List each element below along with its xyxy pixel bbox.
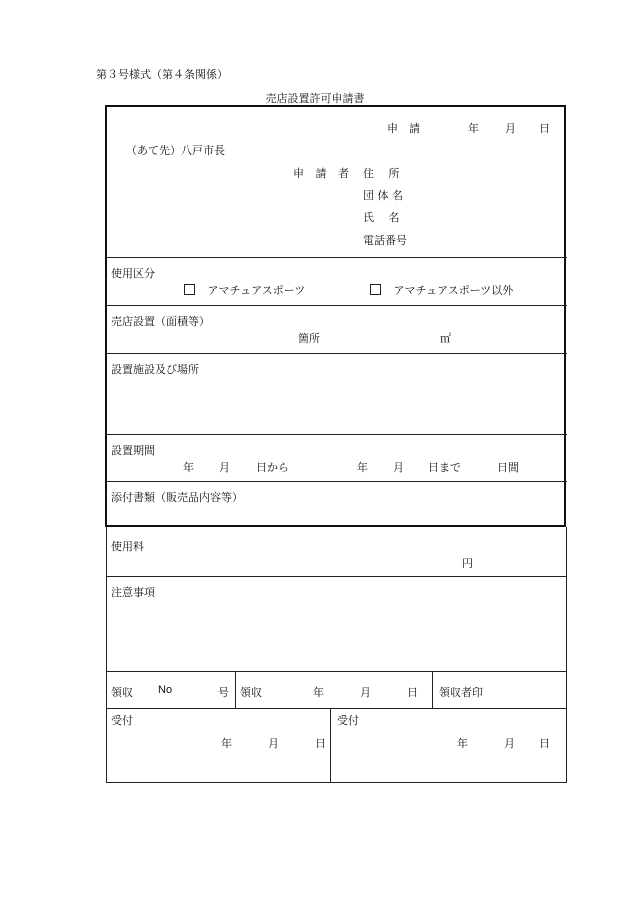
column-divider [330,708,331,783]
shop-installation-label: 売店設置（面積等） [111,315,210,328]
period-start-month[interactable]: 月 [219,461,230,474]
application-day-field[interactable]: 日 [539,122,550,135]
usage-option-amateur-label: アマチュアスポーツ [207,284,306,297]
name-field[interactable]: 氏 名 [363,211,400,224]
period-days[interactable]: 日間 [497,461,519,474]
phone-field[interactable]: 電話番号 [363,234,407,247]
period-end-month[interactable]: 月 [393,461,404,474]
column-divider [235,671,236,708]
organization-name-field[interactable]: 団 体 名 [363,189,403,202]
applicant-label: 申 請 者 [293,167,353,180]
usage-option-other[interactable] [370,282,513,298]
usage-option-amateur[interactable] [184,282,305,298]
column-divider [432,671,433,708]
attachments-field[interactable] [111,506,561,524]
period-start-year[interactable]: 年 [183,461,194,474]
installation-period-label: 設置期間 [111,444,155,457]
acceptance-right-label: 受付 [337,714,359,727]
divider [106,481,567,482]
receipt-month-field[interactable]: 月 [360,686,371,699]
checkbox-icon[interactable] [184,284,195,295]
divider [106,708,567,709]
application-year-field[interactable]: 年 [468,122,479,135]
application-date-label: 申 請 [387,122,420,135]
receipt-year-field[interactable]: 年 [313,686,324,699]
attachments-label: 添付書類（販売品内容等） [111,491,243,504]
receipt-day-field[interactable]: 日 [407,686,418,699]
receipt-date-label: 領収 [240,686,262,699]
divider [106,305,567,306]
form-number: 第３号様式（第４条関係） [96,68,228,81]
period-end-day[interactable]: 日まで [428,461,461,474]
acceptance-right-day[interactable]: 日 [539,737,550,750]
facility-location-label: 設置施設及び場所 [111,363,199,376]
divider [106,434,567,435]
receiver-seal-label: 領収者印 [439,686,483,699]
usage-category-label: 使用区分 [111,267,155,280]
form-title: 売店設置許可申請書 [265,92,365,105]
receipt-number-unit: 号 [218,686,229,699]
divider [106,257,567,258]
address-field[interactable]: 住 所 [363,167,400,180]
facility-location-field[interactable] [111,378,561,428]
acceptance-left-label: 受付 [111,714,133,727]
divider [106,576,567,577]
shop-count-field[interactable]: 箇所 [298,332,320,345]
acceptance-left-month[interactable]: 月 [268,737,279,750]
notes-label: 注意事項 [111,586,155,599]
acceptance-right-year[interactable]: 年 [457,737,468,750]
period-end-year[interactable]: 年 [357,461,368,474]
shop-area-field[interactable]: ㎡ [440,332,451,345]
divider [106,671,567,672]
acceptance-left-day[interactable]: 日 [315,737,326,750]
acceptance-right-month[interactable]: 月 [504,737,515,750]
period-start-day[interactable]: 日から [256,461,289,474]
usage-fee-label: 使用料 [111,540,144,553]
checkbox-icon[interactable] [370,284,381,295]
addressee: （あて先）八戸市長 [126,144,225,157]
receipt-number-label: 領収 [111,686,133,699]
acceptance-left-year[interactable]: 年 [221,737,232,750]
divider [106,353,567,354]
usage-fee-field[interactable]: 円 [462,557,473,570]
notes-field[interactable] [111,601,561,665]
receiver-seal-field[interactable] [500,676,560,704]
application-month-field[interactable]: 月 [505,122,516,135]
usage-option-other-label: アマチュアスポーツ以外 [393,284,514,297]
receipt-number-field[interactable]: No [158,684,173,696]
